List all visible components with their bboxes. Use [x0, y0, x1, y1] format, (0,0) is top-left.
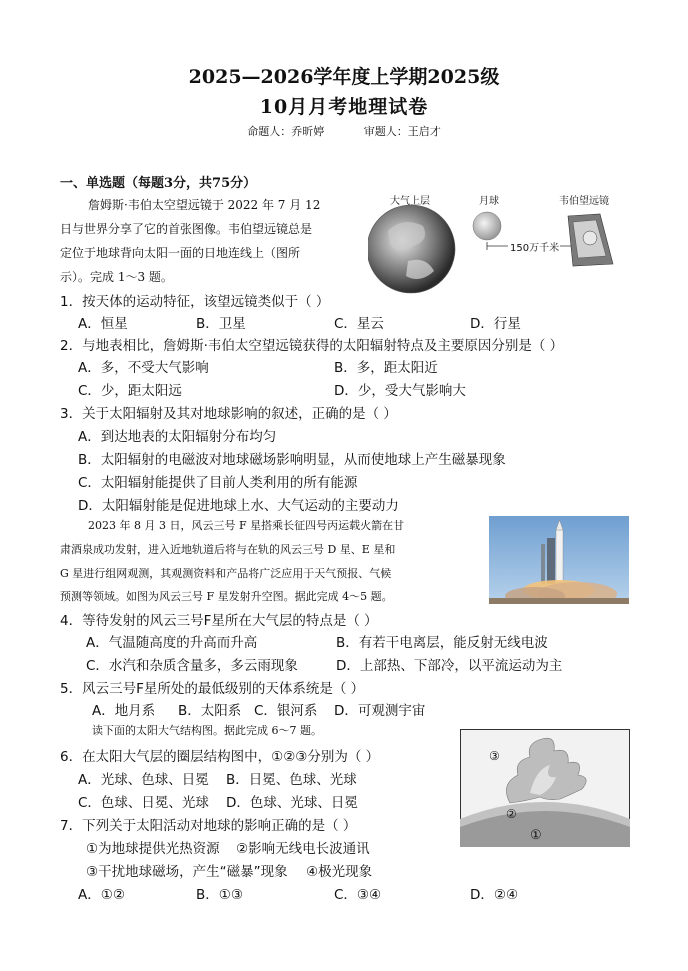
q7-option-c: C．③④: [334, 887, 382, 903]
material1-line4: 示）。完成 1～3 题。: [60, 270, 173, 284]
label-atmosphere: 大气上层: [390, 196, 430, 207]
q7-item-2: ②影响无线电长波通讯: [236, 841, 370, 857]
label-layer-1: ①: [530, 828, 542, 843]
question-3: 3．关于太阳辐射及其对地球影响的叙述，正确的是（ ）: [60, 406, 397, 422]
q3-option-b: B．太阳辐射的电磁波对地球磁场影响明显，从而使地球上产生磁暴现象: [78, 452, 506, 468]
q3-option-d: D．太阳辐射能是促进地球上水、大气运动的主要动力: [78, 498, 399, 514]
rocket-launch-photo: [489, 516, 629, 604]
material2-line1: 2023 年 8 月 3 日，风云三号 F 星搭乘长征四号丙运载火箭在甘: [88, 519, 405, 532]
q1-option-c: C．星云: [334, 316, 384, 332]
q7-item-4: ④极光现象: [306, 864, 373, 880]
q6-option-d: D．色球、光球、日冕: [226, 795, 358, 811]
q6-option-c: C．色球、日冕、光球: [78, 795, 209, 811]
exam-title-line2: 10月月考地理试卷: [259, 96, 429, 118]
q7-option-d: D．②④: [470, 887, 519, 903]
q7-item-3: ③干扰地球磁场，产生“磁暴”现象: [86, 864, 288, 880]
question-1: 1．按天体的运动特征，该望远镜类似于（ ）: [60, 294, 330, 310]
q7-option-b: B．①③: [196, 887, 243, 903]
section-heading: 一、单选题（每题3分，共75分）: [60, 176, 257, 191]
solar-atmosphere-figure: [460, 729, 630, 847]
material2-line2: 肃酒泉成功发射，进入近地轨道后将与在轨的风云三号 D 星、E 星和: [60, 543, 396, 556]
q1-option-a: A．恒星: [78, 316, 128, 332]
q1-option-d: D．行星: [470, 316, 521, 332]
material3: 读下面的太阳大气结构图。据此完成 6～7 题。: [92, 724, 322, 737]
earth-globe: [368, 205, 455, 293]
q5-option-d: D．可观测宇宙: [334, 703, 426, 719]
exam-title-line1: 2025—2026学年度上学期2025级: [188, 66, 500, 88]
moon: [473, 212, 501, 240]
q4-option-d: D．上部热、下部冷，以平流运动为主: [336, 658, 563, 674]
q7-item-1: ①为地球提供光热资源: [86, 841, 220, 857]
q7-option-a: A．①②: [78, 887, 125, 903]
q2-option-a: A．多，不受大气影响: [78, 360, 209, 376]
question-6: 6．在太阳大气层的圈层结构图中，①②③分别为（ ）: [60, 749, 380, 765]
q4-option-b: B．有若干电离层，能反射无线电波: [336, 635, 548, 651]
question-2: 2．与地表相比，詹姆斯·韦伯太空望远镜获得的太阳辐射特点及主要原因分别是（ ）: [60, 338, 564, 354]
q5-option-c: C．银河系: [254, 703, 318, 719]
label-telescope: 韦伯望远镜: [559, 196, 609, 207]
q3-option-c: C．太阳辐射能提供了目前人类利用的所有能源: [78, 475, 358, 491]
q3-option-a: A．到达地表的太阳辐射分布均匀: [78, 429, 277, 445]
q4-option-a: A．气温随高度的升高而升高: [86, 635, 258, 651]
author-label: 命题人：乔昕婷: [247, 125, 325, 138]
label-distance: 150万千米: [510, 243, 560, 254]
q6-option-a: A．光球、色球、日冕: [78, 772, 209, 788]
q6-option-b: B．日冕、色球、光球: [226, 772, 357, 788]
q4-option-c: C．水汽和杂质含量多，多云雨现象: [86, 658, 298, 674]
material1-line2: 日与世界分享了它的首张图像。韦伯望远镜总是: [60, 222, 313, 236]
reviewer-label: 审题人：王启才: [363, 125, 441, 138]
material1-line3: 定位于地球背向太阳一面的日地连线上（图所: [60, 246, 301, 260]
question-5: 5．风云三号F星所处的最低级别的天体系统是（ ）: [60, 681, 365, 697]
q5-option-a: A．地月系: [92, 703, 156, 719]
material1-line1: 詹姆斯·韦伯太空望远镜于 2022 年 7 月 12: [88, 198, 321, 212]
q2-option-d: D．少，受大气影响大: [334, 383, 466, 399]
authors-line: [0, 123, 688, 139]
material2-line4: 预测等领域。如图为风云三号 F 星发射升空图。据此完成 4～5 题。: [60, 590, 393, 603]
q2-option-b: B．多，距太阳近: [334, 360, 438, 376]
q2-option-c: C．少，距太阳远: [78, 383, 182, 399]
q1-option-b: B．卫星: [196, 316, 246, 332]
rocket-body: [556, 530, 563, 582]
question-4: 4．等待发射的风云三号F星所在大气层的特点是（ ）: [60, 613, 378, 629]
q5-option-b: B．太阳系: [178, 703, 242, 719]
material2-line3: G 星进行组网观测，其观测资料和产品将广泛应用于天气预报、气候: [60, 567, 392, 580]
question-7: 7．下列关于太阳活动对地球的影响正确的是（ ）: [60, 818, 357, 834]
label-layer-2: ②: [506, 807, 517, 821]
figure-earth-moon-telescope: [368, 186, 633, 298]
label-moon: 月球: [479, 196, 499, 207]
label-layer-3: ③: [489, 749, 500, 763]
